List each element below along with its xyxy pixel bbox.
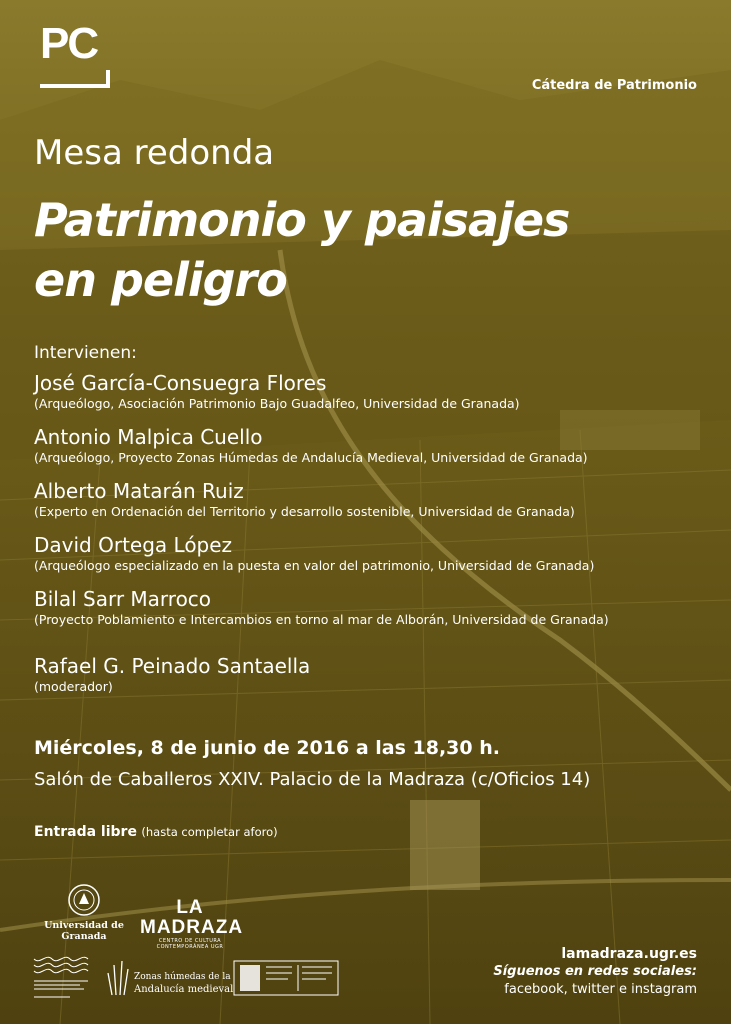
partner-logos [30, 955, 350, 1015]
speaker-item [34, 370, 714, 412]
speaker-name: Bilal Sarr Marroco [34, 587, 212, 611]
speaker-list [34, 370, 714, 640]
ugr-logo [34, 884, 134, 942]
moderator [34, 653, 310, 695]
event-title-line2: en peligro [34, 253, 287, 307]
speaker-role: (Proyecto Poblamiento e Intercambios en torno al mar de Alborán, Universidad de Granada) [34, 612, 609, 627]
entry-info [34, 824, 278, 840]
intervienen-label: Intervienen: [34, 343, 137, 363]
entry-note: (hasta completar aforo) [141, 825, 278, 839]
event-date: Miércoles, 8 de junio de 2016 a las 18,30 h. [34, 737, 500, 759]
speaker-name: Antonio Malpica Cuello [34, 425, 263, 449]
madraza-logo-subtitle: CENTRO DE CULTURA CONTEMPORÁNEA UGR [156, 938, 224, 950]
social-follow-label: Síguenos en redes sociales: [493, 964, 697, 979]
moderator-name: Rafael G. Peinado Santaella [34, 654, 311, 678]
zonas-humedas-logo-line2: Andalucía medieval [134, 984, 234, 995]
entry-label: Entrada libre [34, 824, 137, 840]
speaker-role: (Arqueólogo, Proyecto Zonas Húmedas de Andalucía Medieval, Universidad de Granada) [34, 450, 588, 465]
speaker-item [34, 532, 714, 574]
speaker-name: Alberto Matarán Ruiz [34, 479, 244, 503]
pc-logo-corner-bracket [40, 70, 110, 88]
madraza-logo [140, 897, 244, 950]
speaker-item [34, 586, 714, 628]
speaker-role: (Arqueólogo, Asociación Patrimonio Bajo Guadalfeo, Universidad de Granada) [34, 396, 520, 411]
speaker-role: (Arqueólogo especializado en la puesta en valor del patrimonio, Universidad de Granada) [34, 558, 595, 573]
speaker-item [34, 424, 714, 466]
event-type: Mesa redonda [34, 133, 275, 173]
speaker-name: José García-Consuegra Flores [34, 371, 327, 395]
event-title-line1: Patrimonio y paisajes [34, 193, 570, 247]
event-venue: Salón de Caballeros XXIV. Palacio de la Madraza (c/Oficios 14) [34, 769, 591, 790]
social-networks-list: facebook, twitter e instagram [504, 982, 697, 997]
poblamiento-logo-icon [34, 957, 88, 997]
footer-info [493, 945, 697, 999]
pc-logo [40, 19, 114, 92]
ugr-seal-icon [68, 884, 100, 916]
madraza-logo-title: LA MADRAZA [140, 897, 244, 938]
ugr-logo-text: Universidad de Granada [44, 920, 124, 942]
reeds-icon [108, 961, 128, 995]
zonas-humedas-logo-line1: Zonas húmedas de la [134, 972, 231, 982]
moderator-role: (moderador) [34, 679, 113, 694]
website-link[interactable]: lamadraza.ugr.es [561, 946, 697, 962]
speaker-item [34, 478, 714, 520]
pc-logo-letters: PC [40, 19, 98, 68]
speaker-name: David Ortega López [34, 533, 233, 557]
ministerio-logo-icon [234, 961, 338, 995]
speaker-role: (Experto en Ordenación del Territorio y desarrollo sostenible, Universidad de Granada) [34, 504, 575, 519]
catedra-label: Cátedra de Patrimonio [531, 78, 697, 93]
